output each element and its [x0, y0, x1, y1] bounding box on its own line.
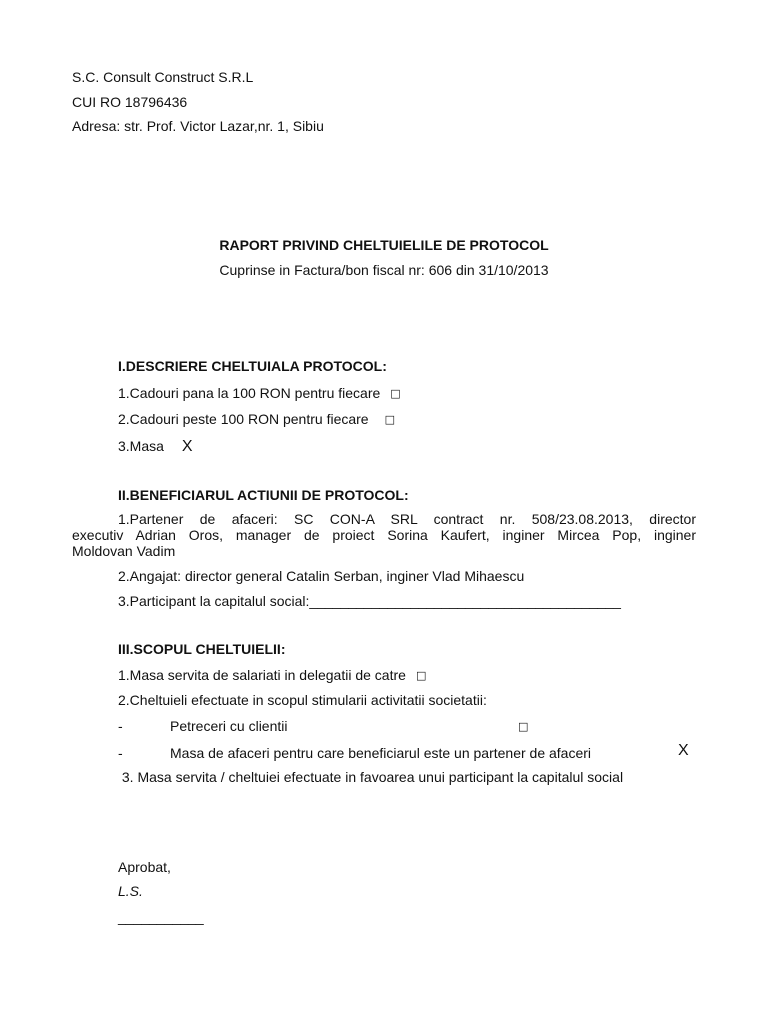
section2-partner-line2: executiv Adrian Oros, manager de proiect Sorina Kaufert, inginer Mircea Pop, inginer: [72, 527, 696, 543]
approval-label: Aprobat,: [118, 859, 171, 875]
checkbox-empty-icon: □: [384, 413, 395, 426]
approval-ls: L.S.: [118, 883, 143, 899]
section1-item-2: [118, 410, 395, 429]
company-address: Adresa: str. Prof. Victor Lazar,nr. 1, Sibiu: [72, 118, 324, 134]
checkmark-x-icon: X: [181, 438, 193, 455]
section1-heading: I.DESCRIERE CHELTUIALA PROTOCOL:: [118, 358, 387, 374]
section1-item-1: [118, 384, 401, 403]
section2-heading: II.BENEFICIARUL ACTIUNII DE PROTOCOL:: [118, 487, 409, 503]
signature-line: ___________: [118, 909, 204, 925]
section2-partner-line1: 1.Partener de afaceri: SC CON-A SRL contract nr. 508/23.08.2013, director: [118, 511, 696, 527]
section1-item-1-text: 1.Cadouri pana la 100 RON pentru fiecare: [118, 385, 381, 401]
checkbox-empty-icon: □: [415, 669, 427, 682]
company-name: S.C. Consult Construct S.R.L: [72, 69, 254, 85]
section3-heading: III.SCOPUL CHELTUIELII:: [118, 641, 286, 657]
checkmark-x-icon: X: [678, 742, 689, 759]
checkbox-empty-icon: □: [518, 720, 529, 733]
section3-sub1-text: Petreceri cu clientii: [170, 718, 288, 734]
section2-employee: 2.Angajat: director general Catalin Serban, inginer Vlad Mihaescu: [118, 568, 525, 584]
section1-item-3: [118, 437, 193, 456]
section1-item-3-text: 3.Masa: [118, 438, 164, 454]
section3-sub2-text: Masa de afaceri pentru care beneficiarul este un partener de afaceri: [170, 745, 592, 761]
section3-sub2-dash: -: [118, 745, 123, 761]
company-cui: CUI RO 18796436: [72, 94, 188, 110]
section3-item-2: 2.Cheltuieli efectuate in scopul stimularii activitatii societatii:: [118, 692, 487, 708]
section3-item-1: [118, 666, 426, 685]
checkbox-empty-icon: □: [390, 387, 401, 400]
section1-item-2-text: 2.Cadouri peste 100 RON pentru fiecare: [118, 411, 369, 427]
section3-item-1-text: 1.Masa servita de salariati in delegatii de catre: [118, 667, 406, 683]
section3-sub1-dash: -: [118, 718, 123, 734]
section2-participant: 3.Participant la capitalul social:________________________________________: [118, 593, 621, 609]
section3-item-3: 3. Masa servita / cheltuiei efectuate in favoarea unui participant la capitalul social: [118, 769, 624, 785]
section2-partner-line3: Moldovan Vadim: [72, 543, 176, 559]
report-subtitle: Cuprinse in Factura/bon fiscal nr: 606 din 31/10/2013: [219, 262, 549, 278]
report-title: RAPORT PRIVIND CHELTUIELILE DE PROTOCOL: [219, 237, 549, 253]
